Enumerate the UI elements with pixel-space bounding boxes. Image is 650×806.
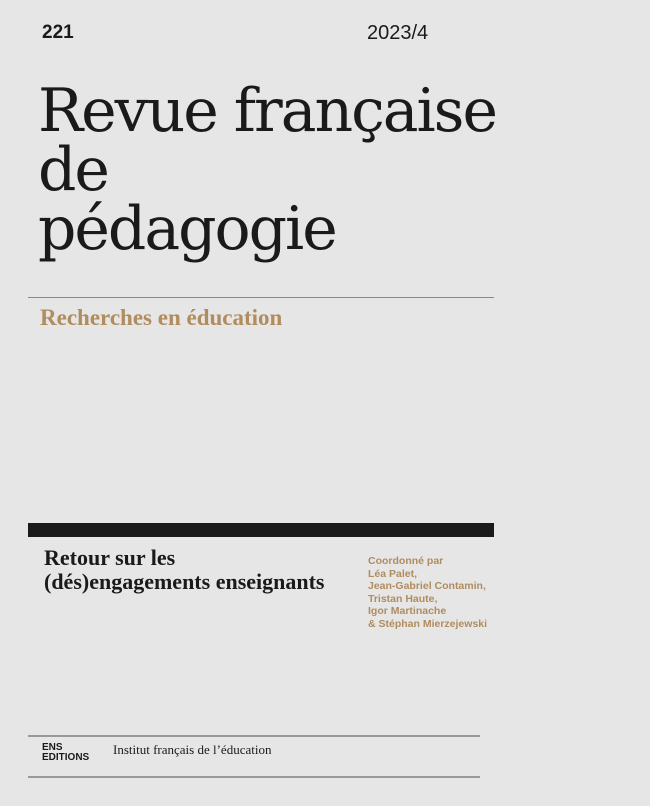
logo-line: ENS bbox=[42, 742, 63, 753]
coordinator-line: Igor Martinache bbox=[368, 605, 447, 617]
divider bbox=[28, 776, 480, 778]
theme-line: Retour sur les bbox=[44, 545, 176, 570]
coordinator-line: Jean-Gabriel Contamin, bbox=[368, 580, 486, 592]
divider bbox=[28, 297, 494, 298]
issue-date: 2023/4 bbox=[367, 22, 429, 44]
black-bar bbox=[28, 523, 494, 537]
issue-number: 221 bbox=[42, 22, 74, 43]
subtitle: Recherches en éducation bbox=[40, 305, 283, 330]
coordinator-line: Coordonné par bbox=[368, 555, 444, 567]
coordinator-line: & Stéphan Mierzejewski bbox=[368, 617, 488, 630]
divider bbox=[28, 735, 480, 737]
title-line: de bbox=[38, 135, 108, 205]
theme-line: (dés)engagements enseignants bbox=[44, 569, 325, 594]
logo-line: EDITIONS bbox=[42, 752, 90, 763]
journal-title bbox=[38, 76, 496, 264]
coordinator-line: Tristan Haute, bbox=[368, 592, 438, 605]
institute-name: Institut français de l’éducation bbox=[113, 742, 272, 757]
theme-title bbox=[44, 546, 325, 594]
title-line: pédagogie bbox=[38, 194, 336, 264]
coordinators bbox=[368, 555, 487, 630]
coordinator-line: Léa Palet, bbox=[368, 567, 418, 580]
ens-editions-logo bbox=[42, 743, 89, 763]
title-line: Revue française bbox=[38, 76, 496, 146]
